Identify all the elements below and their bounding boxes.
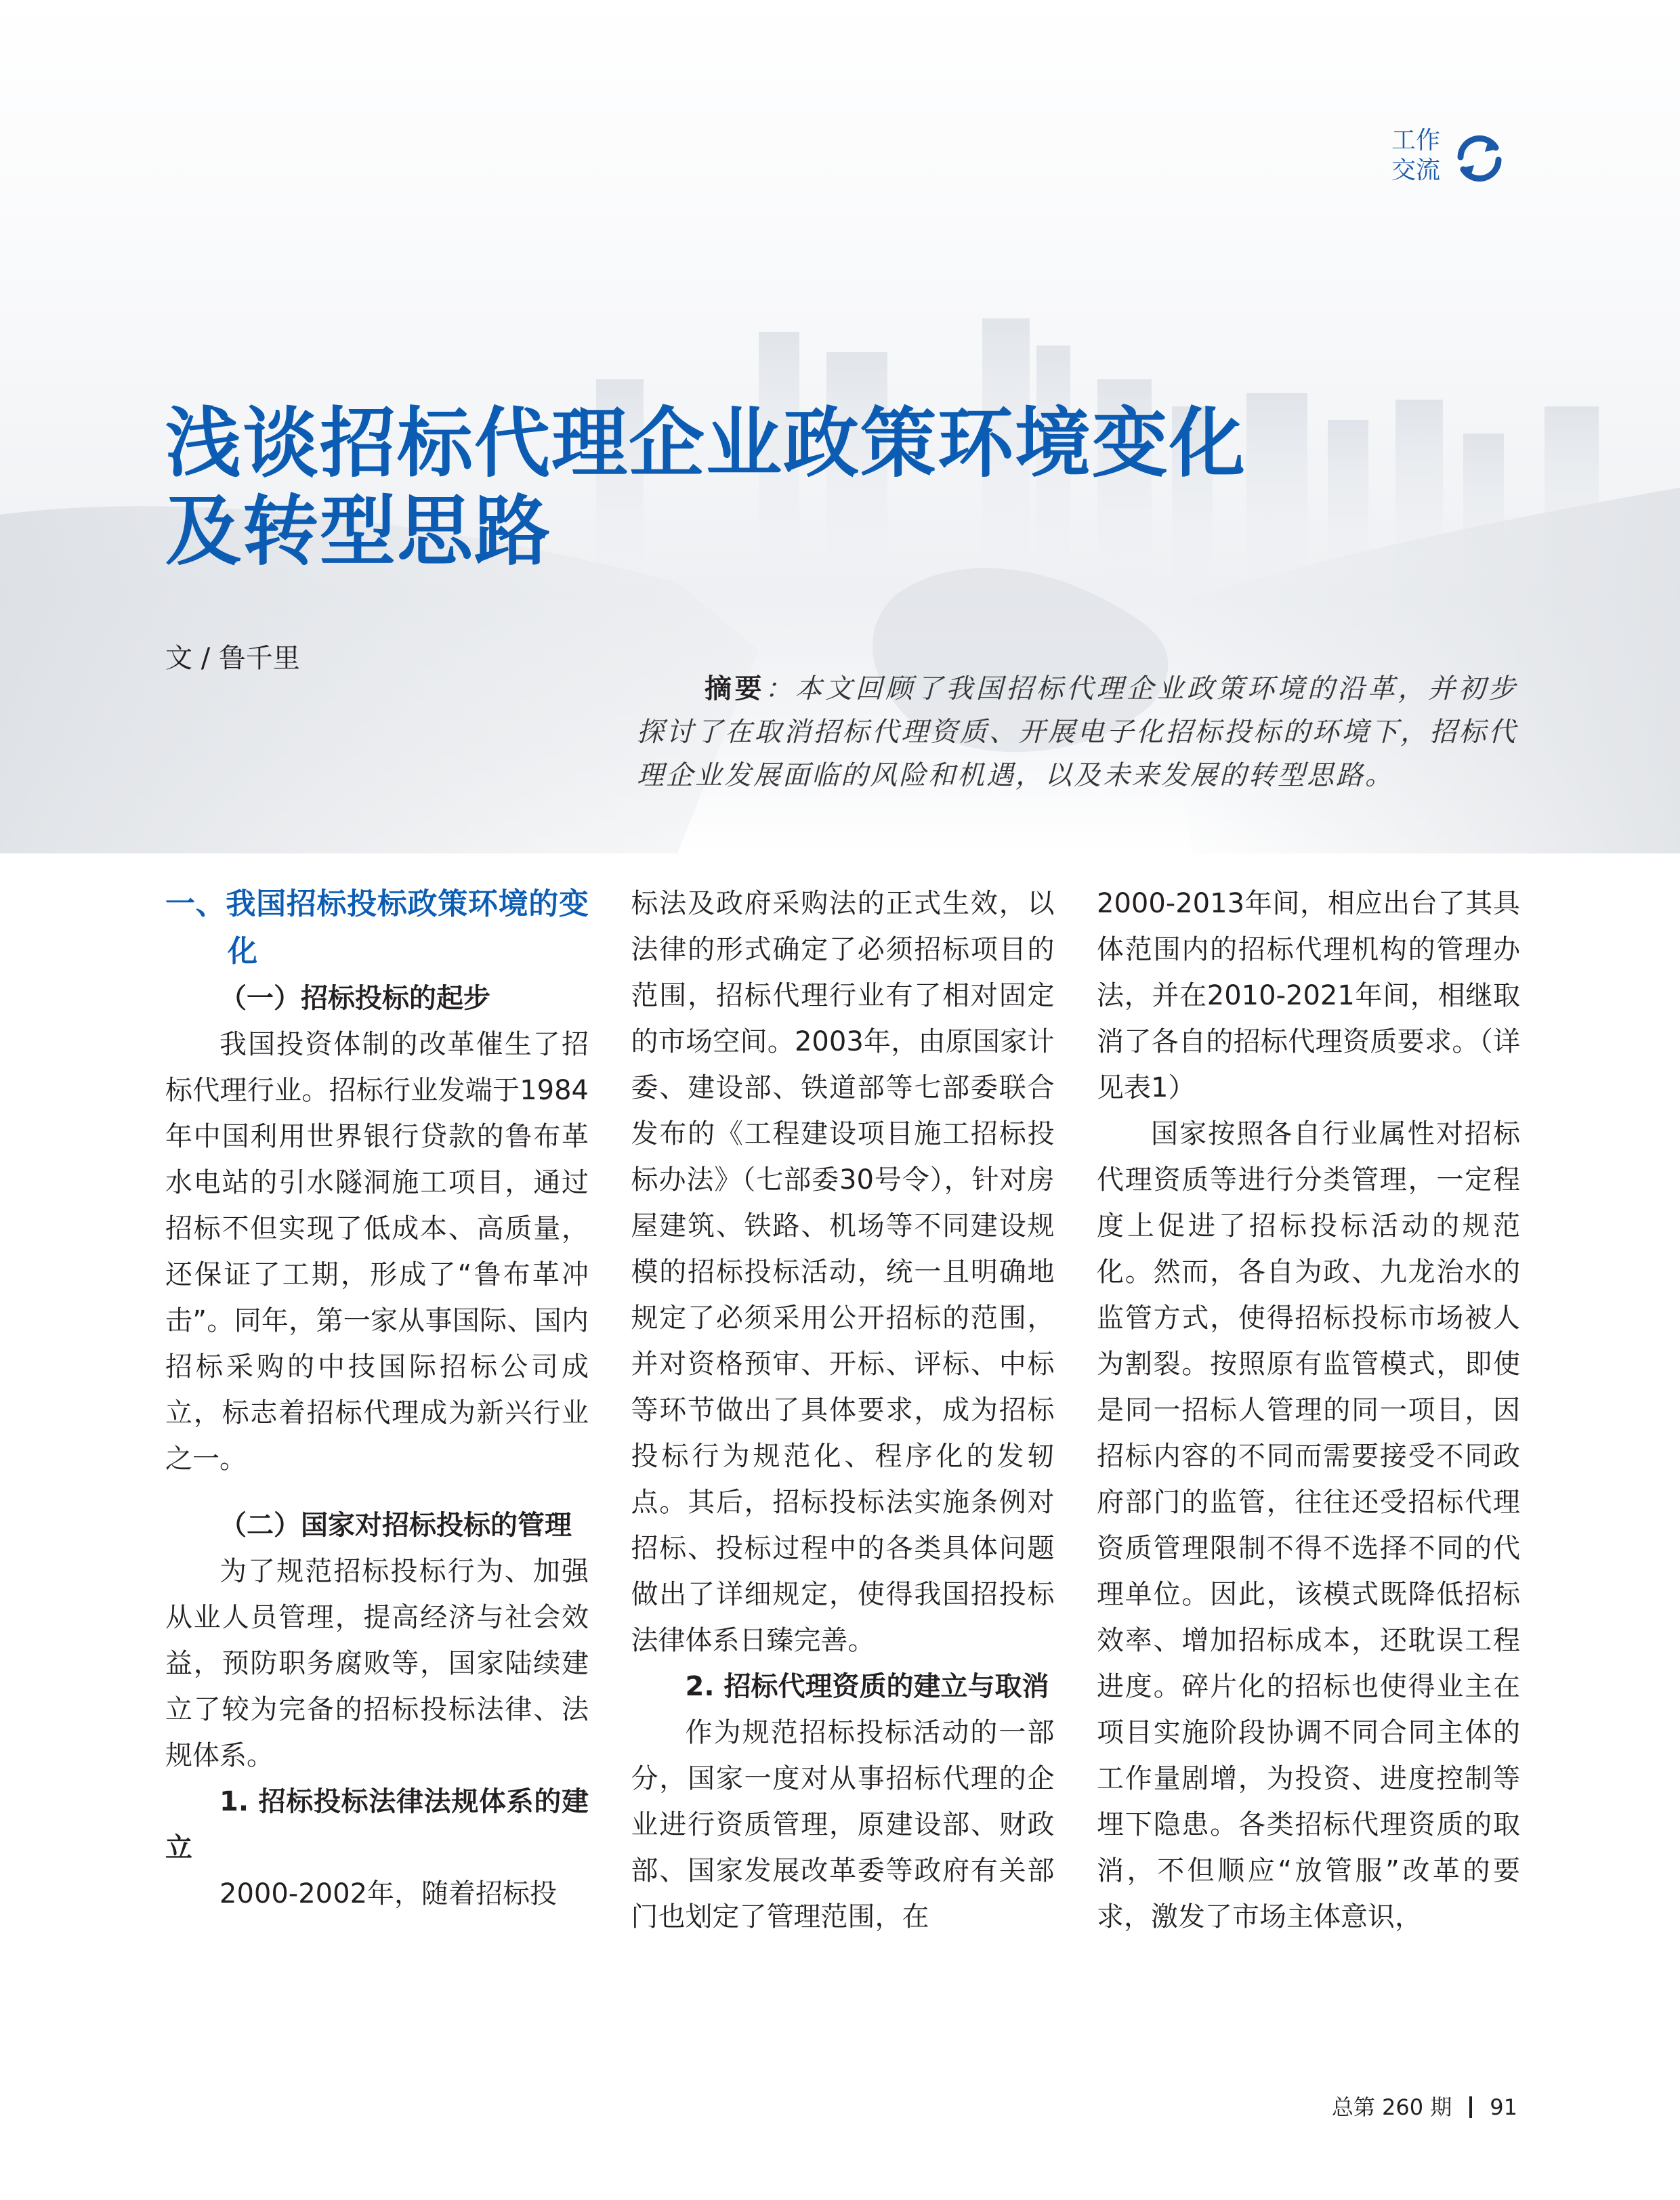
- abstract: [637, 667, 1517, 797]
- subheading-1: （一）招标投标的起步: [219, 983, 490, 1014]
- exchange-arrows-icon: [1451, 130, 1508, 187]
- section-tag: [1382, 126, 1504, 194]
- column-1: [165, 881, 589, 2046]
- paragraph: 国家按照各自行业属性对招标代理资质等进行分类管理，一定程度上促进了招标投标活动的规范化。然而，各自为政、九龙治水的监管方式，使得招标投标市场被人为割裂。按照原有监管模式，即使是同一招标人管理的同一项目，因招标内容的不同而需要接受不同政府部门的监管，往往还受招标代理资质管理限制不得不选择不同的代理单位。因此，该模式既降低招标效率、增加招标成本，还耽误工程进度。碎片化的招标也使得业主在项目实施阶段协调不同合同主体的工作量剧增，为投资、进度控制等埋下隐患。各类招标代理资质的取消，不但顺应“放管服”改革的要求，激发了市场主体意识，: [1097, 1118, 1520, 1932]
- paragraph: 2000-2013年间，相应出台了其具体范围内的招标代理机构的管理办法，并在2010-2021年间，相继取消了各自的招标代理资质要求。（详见表1）: [1097, 888, 1520, 1103]
- column-3: [1097, 881, 1520, 2046]
- section-heading-1: 一、我国招标投标政策环境的变化: [165, 887, 589, 969]
- column-2: [631, 881, 1055, 2046]
- page-number: 91: [1490, 2094, 1517, 2120]
- article-title: [165, 400, 1520, 576]
- footer-divider: [1469, 2096, 1472, 2118]
- paragraph: 为了规范招标投标行为、加强从业人员管理，提高经济与社会效益，预防职务腐败等，国家陆续建立了较为完备的招标投标法律、法规体系。: [165, 1556, 589, 1771]
- abstract-text: ：本文回顾了我国招标代理企业政策环境的沿革，并初步探讨了在取消招标代理资质、开展电子化招标投标的环境下，招标代理企业发展面临的风险和机遇，以及未来发展的转型思路。: [637, 673, 1517, 791]
- section-tag-line1: 工作: [1391, 127, 1440, 154]
- author-byline: 文 / 鲁千里: [165, 643, 300, 674]
- page-footer: [1332, 2090, 1517, 2121]
- paragraph: 标法及政府采购法的正式生效，以法律的形式确定了必须招标项目的范围，招标代理行业有了相对固定的市场空间。2003年，由原国家计委、建设部、铁道部等七部委联合发布的《工程建设项目施工招标投标办法》（七部委30号令），针对房屋建筑、铁路、机场等不同建设规模的招标投标活动，统一且明确地规定了必须采用公开招标的范围，并对资格预审、开标、评标、中标等环节做出了具体要求，成为招标投标行为规范化、程序化的发轫点。其后，招标投标法实施条例对招标、投标过程中的各类具体问题做出了详细规定，使得我国招投标法律体系日臻完善。: [631, 888, 1055, 1656]
- subsection-heading-2: 2. 招标代理资质的建立与取消: [685, 1671, 1049, 1702]
- section-tag-line2: 交流: [1391, 156, 1440, 184]
- abstract-label: 摘要: [705, 673, 765, 704]
- article-body: [165, 881, 1520, 2046]
- article-title-line1: 浅谈招标代理企业政策环境变化: [165, 400, 1246, 488]
- paragraph: 2000-2002年，随着招标投: [219, 1878, 558, 1909]
- issue-number: 总第 260 期: [1331, 2094, 1452, 2120]
- article-title-line2: 及转型思路: [165, 488, 551, 576]
- subheading-2: （二）国家对招标投标的管理: [219, 1510, 572, 1541]
- subsection-heading-1: 1. 招标投标法律法规体系的建立: [165, 1786, 589, 1863]
- paragraph: 作为规范招标投标活动的一部分，国家一度对从事招标代理的企业进行资质管理，原建设部、财政部、国家发展改革委等政府有关部门也划定了管理范围，在: [631, 1717, 1055, 1932]
- section-tag-label: [1382, 126, 1450, 186]
- paragraph: 我国投资体制的改革催生了招标代理行业。招标行业发端于1984年中国利用世界银行贷款的鲁布革水电站的引水隧洞施工项目，通过招标不但实现了低成本、高质量，还保证了工期，形成了“鲁布革冲击”。同年，第一家从事国际、国内招标采购的中技国际招标公司成立，标志着招标代理成为新兴行业之一。: [165, 1029, 589, 1475]
